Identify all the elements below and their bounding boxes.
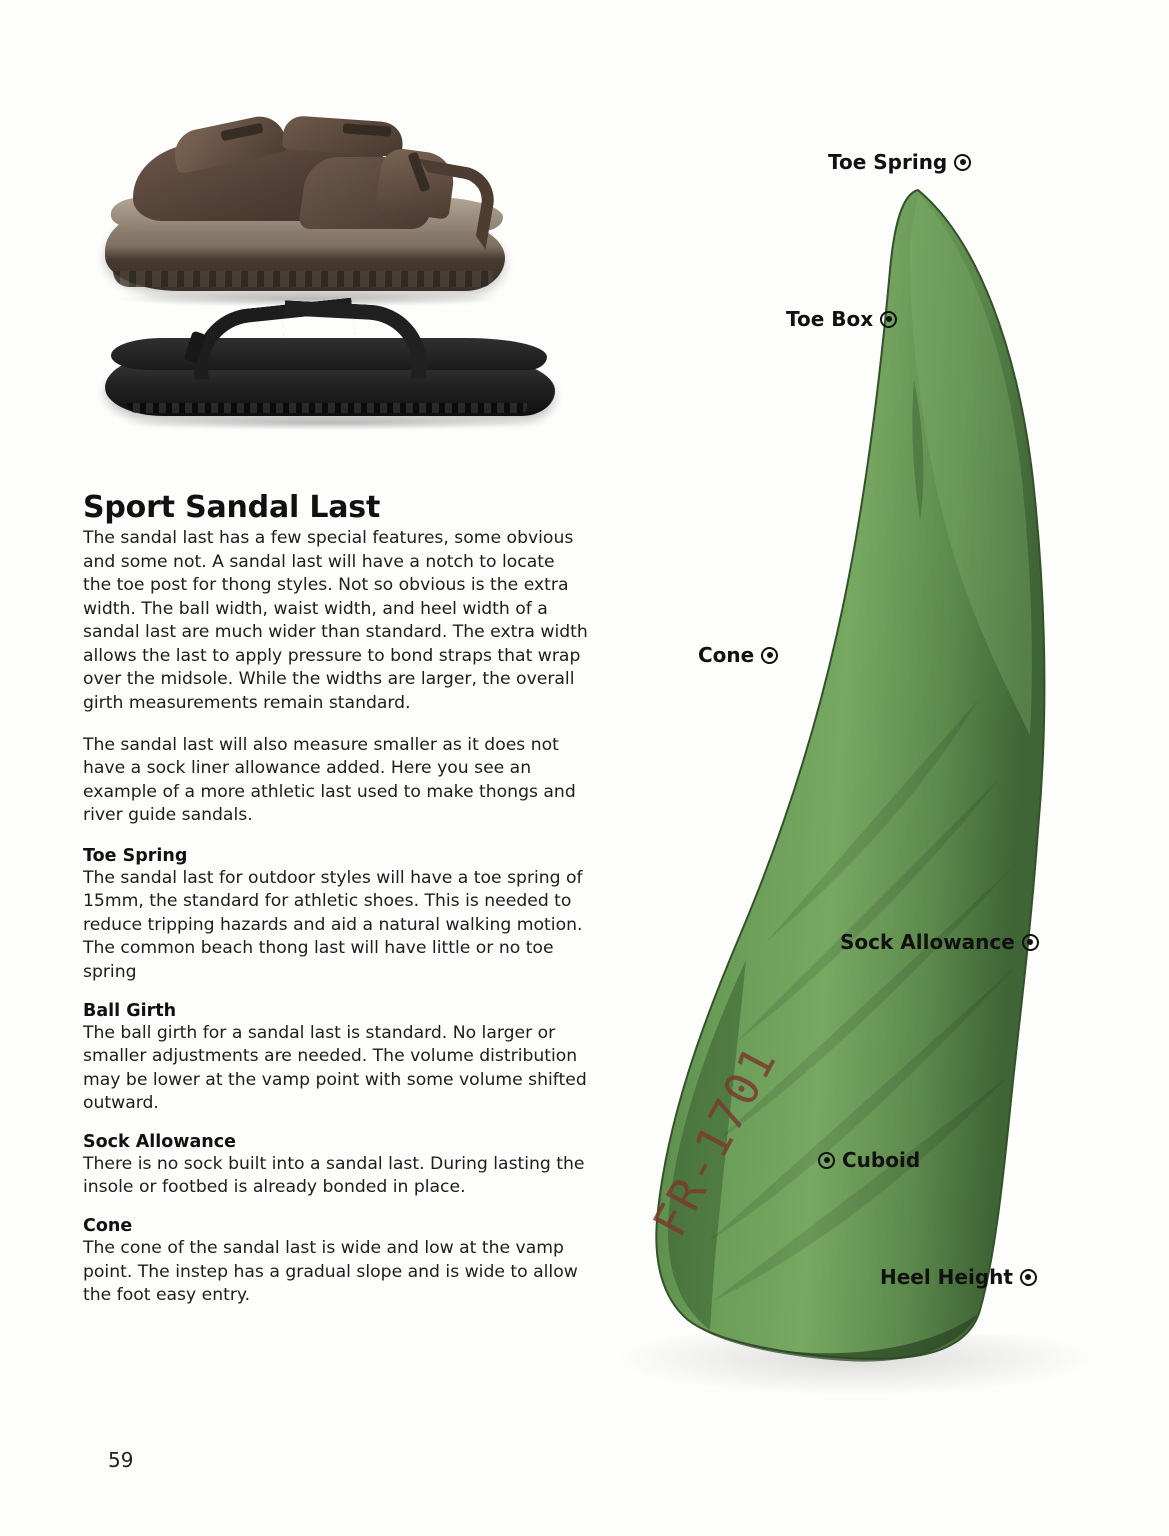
- callout-cone: [698, 643, 778, 667]
- callout-label: Heel Height: [880, 1265, 1013, 1289]
- section-text: There is no sock built into a sandal last. During lasting the insole or footbed is already bonded in place.: [83, 1153, 585, 1198]
- thong-strap-right: [281, 300, 430, 378]
- section-toe-spring: [83, 846, 588, 985]
- section-ball-girth: [83, 1001, 588, 1116]
- page-number: 59: [108, 1448, 134, 1472]
- section-text: The sandal last for outdoor styles will have a toe spring of 15mm, the standard for athletic shoes. This is needed to reduce tripping hazards and aid a natural walking motion. The common beach thong last will have little or no toe spring: [83, 867, 583, 982]
- shoe-last-svg: [618, 180, 1088, 1370]
- thong-shadow: [119, 416, 539, 430]
- callout-label: Cone: [698, 643, 755, 667]
- photo-block: [83, 60, 583, 460]
- page-title: Sport Sandal Last: [83, 490, 381, 525]
- product-photos: [83, 60, 583, 460]
- callout-label: Cuboid: [842, 1148, 921, 1172]
- intro-paragraph-1: The sandal last has a few special features, some obvious and some not. A sandal last will have a notch to locate the toe post for thong styles. Not so obvious is the extra width. The ball width, waist width, and heel width of a sandal last are much wider than standard. The extra width allows the last to apply pressure to bond straps that wrap over the midsole. While the widths are larger, the overall girth measurements remain standard.: [83, 528, 588, 713]
- section-heading: Toe Spring: [83, 845, 188, 866]
- thong-sandal-photo: [95, 298, 565, 438]
- section-cone: [83, 1216, 588, 1308]
- shoe-last-figure: [600, 140, 1160, 1400]
- section-sock-allowance: [83, 1132, 588, 1200]
- shoe-last-photo: [618, 180, 1088, 1360]
- callout-cuboid: [818, 1148, 920, 1172]
- target-dot-icon: [880, 311, 897, 328]
- target-dot-icon: [954, 154, 971, 171]
- callout-label: Toe Spring: [828, 150, 948, 174]
- article-body: [83, 490, 588, 1324]
- callout-label: Toe Box: [786, 307, 874, 331]
- section-text: The ball girth for a sandal last is standard. No larger or smaller adjustments are needed. The volume distribution may be lower at the vamp point with some volume shifted outward.: [83, 1022, 587, 1114]
- callout-heel-height: [880, 1265, 1037, 1289]
- callout-label: Sock Allowance: [840, 930, 1015, 954]
- section-heading: Sock Allowance: [83, 1131, 236, 1152]
- section-heading: Ball Girth: [83, 1000, 177, 1021]
- sport-sandal-photo: [93, 105, 523, 320]
- target-dot-icon: [1020, 1269, 1037, 1286]
- intro-paragraph-2: The sandal last will also measure smaller as it does not have a sock liner allowance added. Here you see an example of a more athletic last used to make thongs and river guide sandals.: [83, 734, 576, 826]
- callout-toe-spring: [828, 150, 971, 174]
- callout-sock-allowance: [840, 930, 1039, 954]
- target-dot-icon: [1022, 934, 1039, 951]
- callout-toe-box: [786, 307, 897, 331]
- section-text: The cone of the sandal last is wide and low at the vamp point. The instep has a gradual slope and is wide to allow the foot easy entry.: [83, 1237, 578, 1306]
- target-dot-icon: [818, 1152, 835, 1169]
- last-code-text: FR-1701: [642, 1036, 788, 1246]
- section-heading: Cone: [83, 1215, 133, 1236]
- target-dot-icon: [761, 647, 778, 664]
